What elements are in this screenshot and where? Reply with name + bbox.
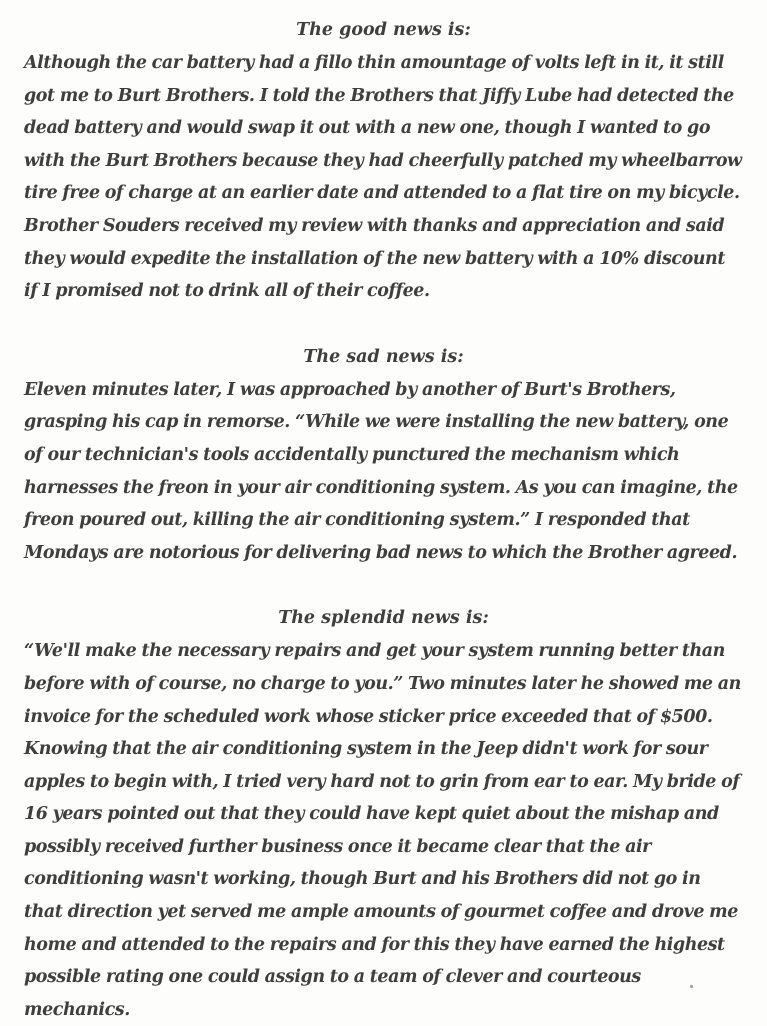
scan-speck bbox=[690, 985, 693, 988]
section-heading: The good news is: bbox=[296, 20, 471, 40]
section-sad-news bbox=[24, 341, 743, 570]
section-good-news bbox=[24, 14, 743, 308]
section-body: Although the car battery had a fillo thin amountage of volts left in it, it still got me to Burt Brothers. I told the Brothers that Jiffy Lube had detected the dead battery and would swap it out with a new one, though I wanted to go with the Burt Brothers because they had cheerfully patched my wheelbarrow tire free of charge at an earlier date and attended to a flat tire on my bicycle. Brother Souders received my review with thanks and appreciation and said they would expedite the installation of the new battery with a 10% discount if I promised not to drink all of their coffee. bbox=[24, 53, 742, 302]
section-heading: The splendid news is: bbox=[278, 608, 489, 629]
section-heading: The sad news is: bbox=[303, 346, 464, 367]
section-spacer bbox=[24, 569, 743, 602]
section-body: Eleven minutes later, I was approached by another of Burt's Brothers, grasping his cap in remorse. “While we were installing the new battery, one of our technician's tools accidentally punctured the mechanism which harnesses the freon in your air conditioning system. As you can imagine, the freon poured out, killing the air conditioning system.” I responded that Mondays are notorious for delivering bad news to which the Brother agreed. bbox=[24, 379, 738, 563]
section-spacer bbox=[24, 308, 743, 341]
section-splendid-news bbox=[24, 602, 743, 1026]
section-body: “We'll make the necessary repairs and get your system running better than before with of course, no charge to you.” Two minutes later he showed me an invoice for the scheduled work whose sticker price exceeded that of $500. Knowing that the air conditioning system in the Jeep didn't work for sour apples to begin with, I tried very hard not to grin from ear to ear. My bride of 16 years pointed out that they could have kept quiet about the mishap and possibly received further business once it became clear that the air conditioning wasn't working, though Burt and his Brothers did not go in that direction yet served me ample amounts of gourmet coffee and drove me home and attended to the repairs and for this they have earned the highest possible rating one could assign to a team of clever and courteous mechanics. bbox=[24, 641, 741, 1020]
